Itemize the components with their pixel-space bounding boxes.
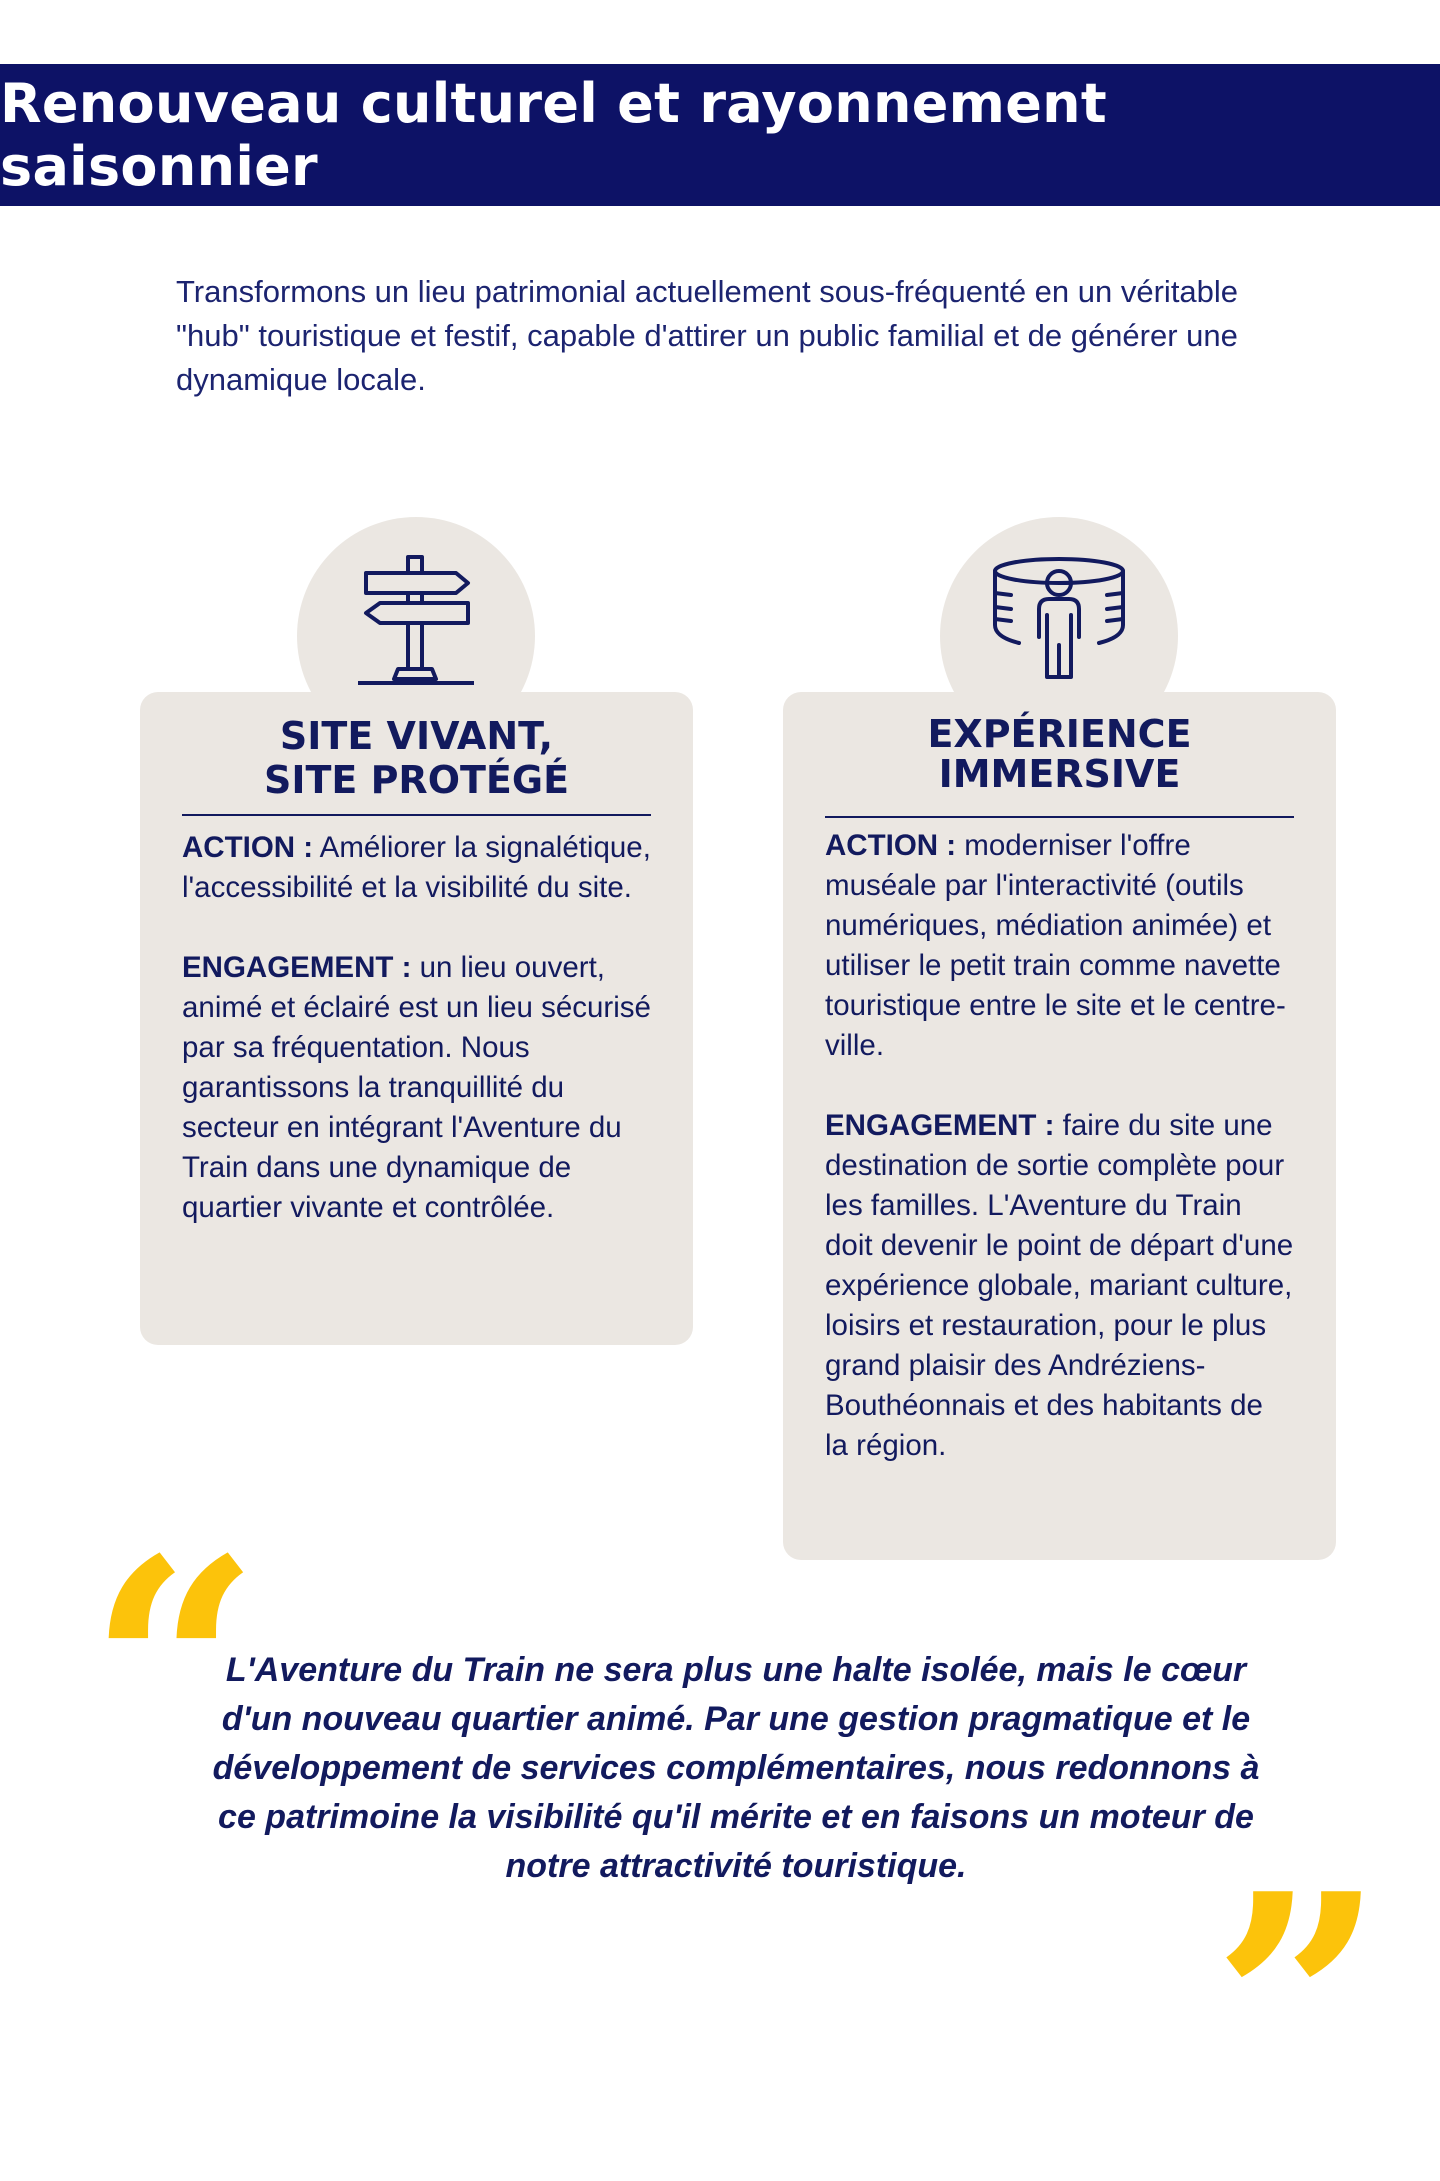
- card-title: EXPÉRIENCE IMMERSIVE: [927, 712, 1192, 796]
- divider: [182, 814, 651, 816]
- card-experience-immersive: [783, 692, 1336, 1560]
- intro-text: Transformons un lieu patrimonial actuellement sous-fréquenté en un véritable "hub" touristique et festif, capable d'attirer un public familial et de générer une dynamique locale.: [176, 274, 1239, 397]
- divider: [825, 816, 1294, 818]
- action-paragraph: ACTION : moderniser l'offre muséale par l'interactivité (outils numériques, médiation animée) et utiliser le petit train comme navette touristique entre le site et le centre-ville.: [825, 829, 1286, 1062]
- card-site-vivant: [140, 692, 693, 1345]
- engagement-paragraph: ENGAGEMENT : faire du site une destination de sortie complète pour les familles. L'Aventure du Train doit devenir le point de départ d'une expérience globale, mariant culture, loisirs et restauration, pour le plus grand plaisir des Andréziens-Bouthéonnais et des habitants de la région.: [825, 1109, 1294, 1462]
- quote-text: L'Aventure du Train ne sera plus une halte isolée, mais le cœur d'un nouveau quartier animé. Par une gestion pragmatique et le développement de services complémentaires, nous redonnons à ce patrimoine la visibilité qu'il mérite et en faisons un moteur de notre attractivité touristique.: [212, 1651, 1260, 1885]
- page-title: Renouveau culturel et rayonnement saisonnier: [0, 72, 1107, 198]
- engagement-paragraph: ENGAGEMENT : un lieu ouvert, animé et éclairé est un lieu sécurisé par sa fréquentation. Nous garantissons la tranquillité du secteur en intégrant l'Aventure du Train dans une dynamique de quartier vivante et contrôlée.: [182, 951, 651, 1224]
- immersive-experience-icon: [989, 553, 1129, 683]
- card-title: SITE VIVANT, SITE PROTÉGÉ: [263, 714, 570, 802]
- signpost-icon: [356, 553, 476, 693]
- open-quote-icon: “: [88, 1493, 261, 1846]
- close-quote-icon: ”: [1212, 1828, 1385, 2181]
- header-banner: [0, 64, 1440, 206]
- action-paragraph: ACTION : Améliorer la signalétique, l'accessibilité et la visibilité du site.: [182, 831, 651, 904]
